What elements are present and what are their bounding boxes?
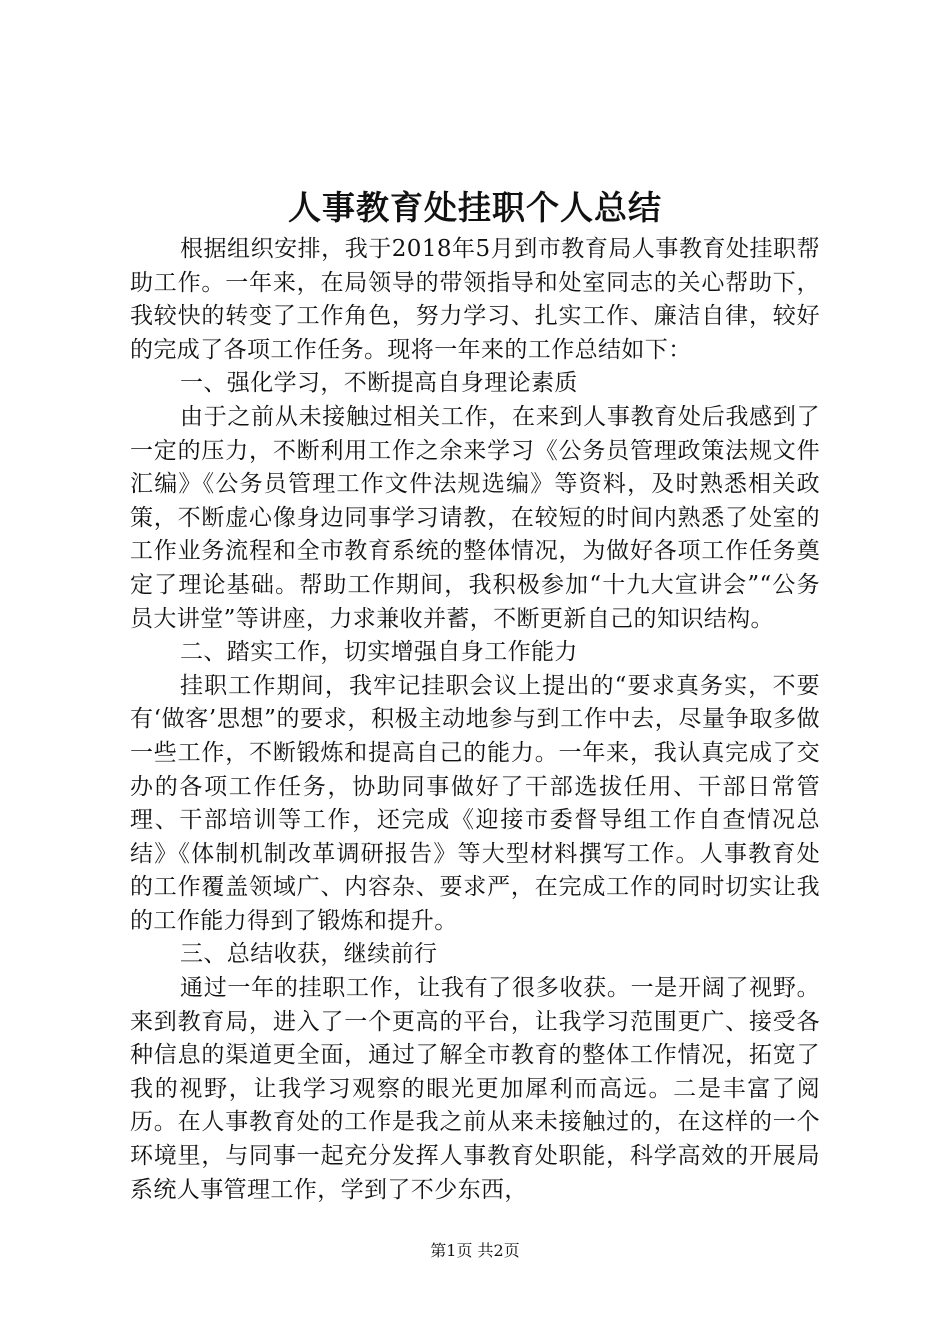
page-number-footer: 第1页 共2页 bbox=[430, 1241, 520, 1260]
section-heading-3: 三、总结收获，继续前行 bbox=[180, 941, 438, 968]
document-body bbox=[130, 233, 820, 1207]
document-title: 人事教育处挂职个人总结 bbox=[288, 188, 662, 227]
section-paragraph-2: 挂职工作期间，我牢记挂职会议上提出的“要求真务实，不要有‘做客’思想”的要求，积极主动地参与到工作中去，尽量争取多做一些工作，不断锻炼和提高自己的能力。一年来，我认真完成了交办的各项工作任务，协助同事做好了干部选拔任用、干部日常管理、干部培训等工作，还完成《迎接市委督导组工作自查情况总结》《体制机制改革调研报告》等大型材料撰写工作。人事教育处的工作覆盖领域广、内容杂、要求严，在完成工作的同时切实让我的工作能力得到了锻炼和提升。 bbox=[130, 672, 820, 934]
section-paragraph-3: 通过一年的挂职工作，让我有了很多收获。一是开阔了视野。来到教育局，进入了一个更高的平台，让我学习范围更广、接受各种信息的渠道更全面，通过了解全市教育的整体工作情况，拓宽了我的视野，让我学习观察的眼光更加犀利而高远。二是丰富了阅历。在人事教育处的工作是我之前从来未接触过的，在这样的一个环境里，与同事一起充分发挥人事教育处职能，科学高效的开展局系统人事管理工作，学到了不少东西， bbox=[130, 975, 820, 1203]
intro-paragraph: 根据组织安排，我于2018年5月到市教育局人事教育处挂职帮助工作。一年来，在局领导的带领指导和处室同志的关心帮助下，我较快的转变了工作角色，努力学习、扎实工作、廉洁自律，较好的完成了各项工作任务。现将一年来的工作总结如下： bbox=[130, 236, 820, 363]
section-heading-1: 一、强化学习，不断提高自身理论素质 bbox=[180, 370, 578, 397]
section-paragraph-1: 由于之前从未接触过相关工作，在来到人事教育处后我感到了一定的压力，不断利用工作之余来学习《公务员管理政策法规文件汇编》《公务员管理工作文件法规选编》等资料，及时熟悉相关政策，不断虚心像身边同事学习请教，在较短的时间内熟悉了处室的工作业务流程和全市教育系统的整体情况，为做好各项工作任务奠定了理论基础。帮助工作期间，我积极参加“十九大宣讲会”“公务员大讲堂”等讲座，力求兼收并蓄，不断更新自己的知识结构。 bbox=[130, 403, 820, 632]
section-heading-2: 二、踏实工作，切实增强自身工作能力 bbox=[180, 639, 578, 666]
